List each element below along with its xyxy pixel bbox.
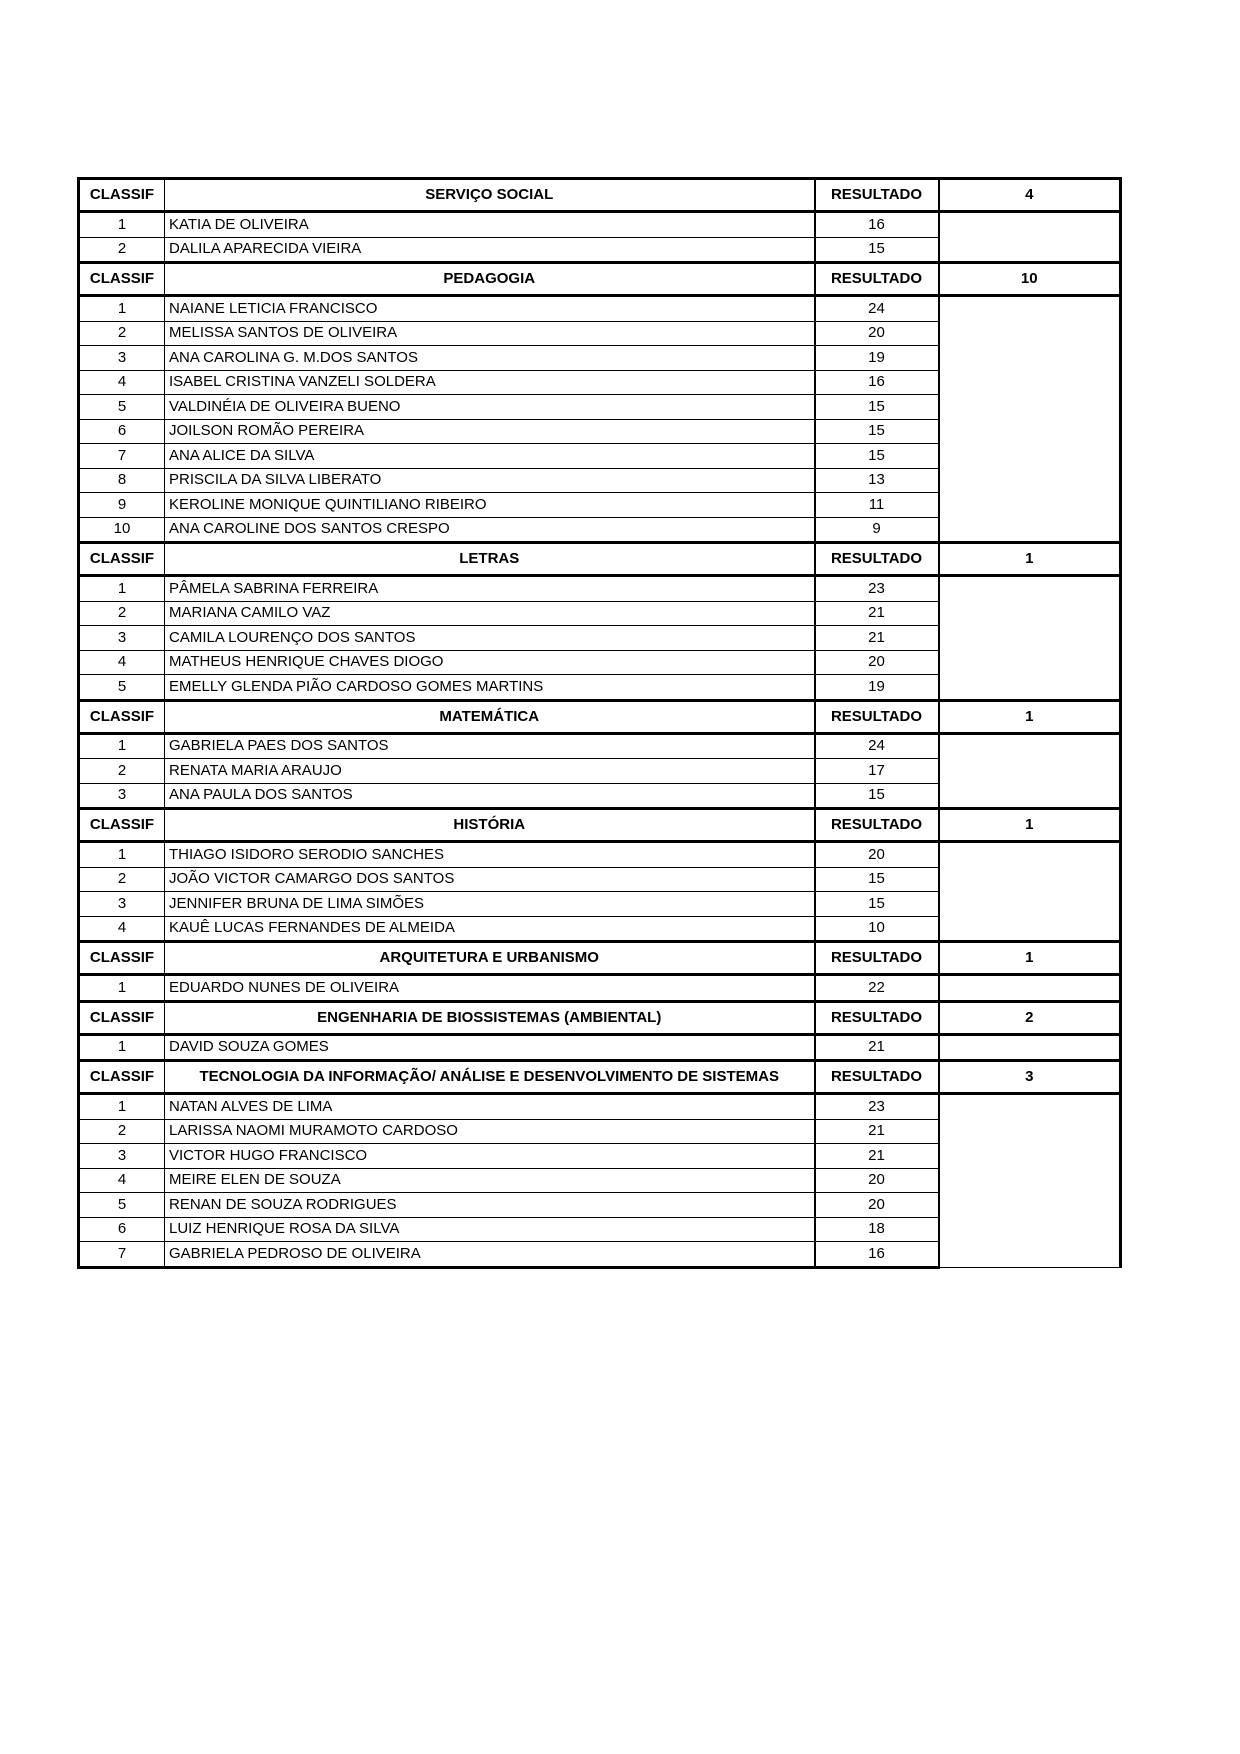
table-row [79, 842, 1121, 868]
candidate-name: MARIANA CAMILO VAZ [165, 601, 815, 626]
classif-position: 5 [79, 395, 165, 420]
candidate-name: KAUÊ LUCAS FERNANDES DE ALMEIDA [165, 916, 815, 942]
candidate-name: LUIZ HENRIQUE ROSA DA SILVA [165, 1217, 815, 1242]
candidate-result: 15 [815, 867, 939, 892]
candidate-result: 24 [815, 296, 939, 322]
candidate-name: GABRIELA PEDROSO DE OLIVEIRA [165, 1242, 815, 1268]
candidate-result: 15 [815, 892, 939, 917]
section-header-row [79, 1061, 1121, 1094]
table-row [79, 975, 1121, 1002]
course-name: PEDAGOGIA [165, 263, 815, 296]
resultado-header: RESULTADO [815, 700, 939, 733]
candidate-result: 16 [815, 370, 939, 395]
candidate-result: 24 [815, 733, 939, 759]
candidate-result: 21 [815, 1034, 939, 1061]
candidate-name: CAMILA LOURENÇO DOS SANTOS [165, 626, 815, 651]
section-header-row [79, 700, 1121, 733]
candidate-name: JOILSON ROMÃO PEREIRA [165, 419, 815, 444]
candidate-result: 16 [815, 1242, 939, 1268]
classification-sheet [77, 177, 1119, 1269]
table-row [79, 576, 1121, 602]
candidate-name: KEROLINE MONIQUE QUINTILIANO RIBEIRO [165, 493, 815, 518]
classif-position: 7 [79, 444, 165, 469]
candidate-name: PRISCILA DA SILVA LIBERATO [165, 468, 815, 493]
classif-header: CLASSIF [79, 700, 165, 733]
classif-position: 6 [79, 1217, 165, 1242]
candidate-result: 21 [815, 601, 939, 626]
candidate-name: RENATA MARIA ARAUJO [165, 759, 815, 784]
candidate-name: ANA PAULA DOS SANTOS [165, 783, 815, 809]
classif-position: 6 [79, 419, 165, 444]
candidate-result: 21 [815, 626, 939, 651]
vagas-empty-cell [939, 975, 1121, 1002]
candidate-result: 15 [815, 444, 939, 469]
classif-position: 1 [79, 975, 165, 1002]
vagas-count: 1 [939, 942, 1121, 975]
classif-position: 1 [79, 576, 165, 602]
candidate-result: 20 [815, 321, 939, 346]
candidate-result: 20 [815, 1168, 939, 1193]
candidate-name: ANA CAROLINE DOS SANTOS CRESPO [165, 517, 815, 543]
classif-header: CLASSIF [79, 809, 165, 842]
table-row [79, 212, 1121, 238]
vagas-count: 1 [939, 700, 1121, 733]
course-name: TECNOLOGIA DA INFORMAÇÃO/ ANÁLISE E DESENVOLVIMENTO DE SISTEMAS [165, 1061, 815, 1094]
classif-position: 2 [79, 321, 165, 346]
vagas-empty-cell [939, 1034, 1121, 1061]
table-row [79, 296, 1121, 322]
resultado-header: RESULTADO [815, 1061, 939, 1094]
candidate-name: GABRIELA PAES DOS SANTOS [165, 733, 815, 759]
table-row [79, 733, 1121, 759]
classif-position: 2 [79, 601, 165, 626]
candidate-result: 15 [815, 783, 939, 809]
candidate-result: 23 [815, 576, 939, 602]
classif-position: 10 [79, 517, 165, 543]
candidate-result: 23 [815, 1094, 939, 1120]
classif-position: 1 [79, 842, 165, 868]
candidate-result: 17 [815, 759, 939, 784]
classif-position: 4 [79, 650, 165, 675]
resultado-header: RESULTADO [815, 809, 939, 842]
candidate-result: 22 [815, 975, 939, 1002]
classif-position: 5 [79, 1193, 165, 1218]
classif-header: CLASSIF [79, 942, 165, 975]
candidate-name: EMELLY GLENDA PIÃO CARDOSO GOMES MARTINS [165, 675, 815, 701]
course-name: SERVIÇO SOCIAL [165, 179, 815, 212]
vagas-empty-cell [939, 576, 1121, 701]
section-header-row [79, 179, 1121, 212]
table-row [79, 1034, 1121, 1061]
resultado-header: RESULTADO [815, 1001, 939, 1034]
classif-header: CLASSIF [79, 1001, 165, 1034]
candidate-result: 11 [815, 493, 939, 518]
classification-table [77, 177, 1122, 1269]
candidate-result: 13 [815, 468, 939, 493]
resultado-header: RESULTADO [815, 179, 939, 212]
classif-position: 1 [79, 212, 165, 238]
candidate-name: VICTOR HUGO FRANCISCO [165, 1144, 815, 1169]
candidate-name: ISABEL CRISTINA VANZELI SOLDERA [165, 370, 815, 395]
candidate-result: 21 [815, 1144, 939, 1169]
candidate-result: 15 [815, 237, 939, 263]
classif-header: CLASSIF [79, 179, 165, 212]
classif-position: 8 [79, 468, 165, 493]
candidate-result: 21 [815, 1119, 939, 1144]
classif-position: 1 [79, 1034, 165, 1061]
candidate-name: MEIRE ELEN DE SOUZA [165, 1168, 815, 1193]
classif-position: 1 [79, 1094, 165, 1120]
vagas-empty-cell [939, 1094, 1121, 1268]
section-header-row [79, 1001, 1121, 1034]
candidate-result: 20 [815, 650, 939, 675]
section-header-row [79, 942, 1121, 975]
candidate-name: MATHEUS HENRIQUE CHAVES DIOGO [165, 650, 815, 675]
candidate-name: EDUARDO NUNES DE OLIVEIRA [165, 975, 815, 1002]
vagas-empty-cell [939, 296, 1121, 543]
course-name: HISTÓRIA [165, 809, 815, 842]
candidate-name: THIAGO ISIDORO SERODIO SANCHES [165, 842, 815, 868]
classif-position: 1 [79, 733, 165, 759]
candidate-result: 9 [815, 517, 939, 543]
candidate-name: NAIANE LETICIA FRANCISCO [165, 296, 815, 322]
section-header-row [79, 263, 1121, 296]
classif-header: CLASSIF [79, 263, 165, 296]
classif-position: 1 [79, 296, 165, 322]
classif-position: 3 [79, 783, 165, 809]
classif-header: CLASSIF [79, 1061, 165, 1094]
candidate-name: ANA ALICE DA SILVA [165, 444, 815, 469]
classif-position: 2 [79, 1119, 165, 1144]
course-name: MATEMÁTICA [165, 700, 815, 733]
course-name: ENGENHARIA DE BIOSSISTEMAS (AMBIENTAL) [165, 1001, 815, 1034]
classif-position: 3 [79, 1144, 165, 1169]
vagas-count: 1 [939, 543, 1121, 576]
vagas-empty-cell [939, 733, 1121, 809]
vagas-count: 4 [939, 179, 1121, 212]
candidate-name: ANA CAROLINA G. M.DOS SANTOS [165, 346, 815, 371]
classif-position: 2 [79, 867, 165, 892]
candidate-name: RENAN DE SOUZA RODRIGUES [165, 1193, 815, 1218]
candidate-name: NATAN ALVES DE LIMA [165, 1094, 815, 1120]
candidate-name: KATIA DE OLIVEIRA [165, 212, 815, 238]
section-header-row [79, 543, 1121, 576]
candidate-name: DALILA APARECIDA VIEIRA [165, 237, 815, 263]
classif-position: 4 [79, 370, 165, 395]
candidate-name: MELISSA SANTOS DE OLIVEIRA [165, 321, 815, 346]
table-row [79, 1094, 1121, 1120]
candidate-result: 15 [815, 395, 939, 420]
candidate-result: 10 [815, 916, 939, 942]
classif-position: 2 [79, 759, 165, 784]
classif-position: 3 [79, 626, 165, 651]
vagas-count: 2 [939, 1001, 1121, 1034]
section-header-row [79, 809, 1121, 842]
candidate-result: 15 [815, 419, 939, 444]
candidate-result: 19 [815, 346, 939, 371]
candidate-name: VALDINÉIA DE OLIVEIRA BUENO [165, 395, 815, 420]
vagas-empty-cell [939, 212, 1121, 263]
candidate-name: JENNIFER BRUNA DE LIMA SIMÕES [165, 892, 815, 917]
vagas-count: 1 [939, 809, 1121, 842]
candidate-name: JOÃO VICTOR CAMARGO DOS SANTOS [165, 867, 815, 892]
vagas-empty-cell [939, 842, 1121, 942]
candidate-name: LARISSA NAOMI MURAMOTO CARDOSO [165, 1119, 815, 1144]
classif-position: 7 [79, 1242, 165, 1268]
classif-position: 4 [79, 1168, 165, 1193]
candidate-name: DAVID SOUZA GOMES [165, 1034, 815, 1061]
classif-position: 5 [79, 675, 165, 701]
candidate-name: PÂMELA SABRINA FERREIRA [165, 576, 815, 602]
classif-position: 3 [79, 346, 165, 371]
vagas-count: 10 [939, 263, 1121, 296]
candidate-result: 20 [815, 842, 939, 868]
candidate-result: 20 [815, 1193, 939, 1218]
classif-position: 3 [79, 892, 165, 917]
candidate-result: 18 [815, 1217, 939, 1242]
classif-header: CLASSIF [79, 543, 165, 576]
classif-position: 2 [79, 237, 165, 263]
resultado-header: RESULTADO [815, 543, 939, 576]
candidate-result: 19 [815, 675, 939, 701]
classif-position: 9 [79, 493, 165, 518]
vagas-count: 3 [939, 1061, 1121, 1094]
resultado-header: RESULTADO [815, 942, 939, 975]
resultado-header: RESULTADO [815, 263, 939, 296]
course-name: ARQUITETURA E URBANISMO [165, 942, 815, 975]
course-name: LETRAS [165, 543, 815, 576]
classif-position: 4 [79, 916, 165, 942]
candidate-result: 16 [815, 212, 939, 238]
